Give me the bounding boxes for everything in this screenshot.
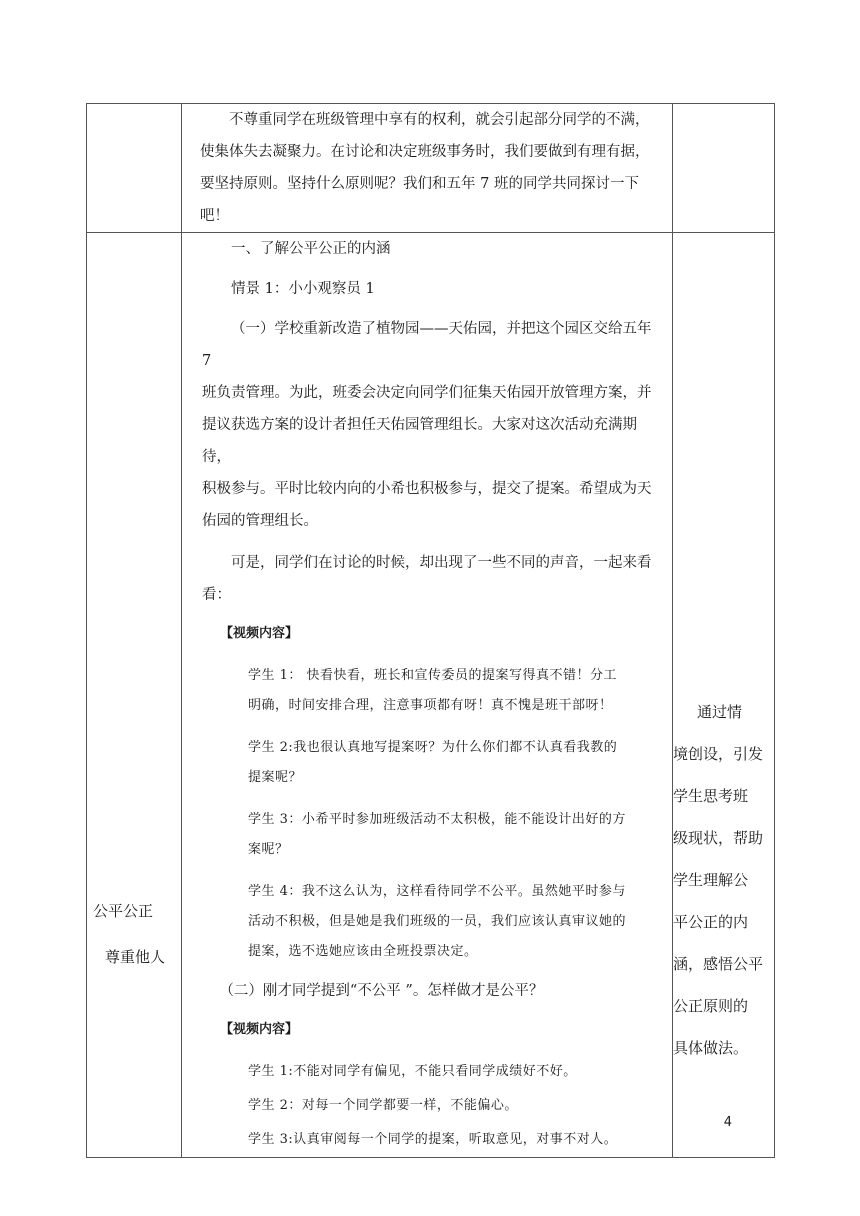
student-line: 学生 1： 快看快看，班长和宣传委员的提案写得真不错！分工 [248,668,618,683]
student-line: 学生 2:我也很认真地写提案呀？为什么你们都不认真看我教的 [248,740,618,755]
goal-line: 境创设，引发 [673,745,764,763]
design-intent [673,691,774,1069]
intro-cell [182,104,673,233]
page-number: 4 [723,1115,732,1130]
goal-line: 公正原则的 [673,997,749,1015]
empty-cell [87,104,182,233]
paragraph-line: 提议获选方案的设计者担任天佑园管理组长。大家对这次活动充满期待， [202,417,637,465]
intro-line: 使集体失去凝聚力。在讨论和决定班级事务时，我们要做到有理有据， [200,144,650,160]
goal-line: 学生思考班 [673,787,749,805]
student-line: 提案，选不选她应该由全班投票决定。 [248,944,478,959]
student-remark [202,733,658,793]
empty-cell [673,104,775,233]
video-label: 【视频内容】 [220,1022,299,1037]
student-list [202,1055,658,1157]
goal-line: 级现状，帮助 [673,829,764,847]
goal-line: 具体做法。 [673,1039,749,1057]
goal-line: 平公正的内 [673,913,749,931]
goal-cell [673,233,775,1158]
student-line: 学生 3：小希平时参加班级活动不太积极，能不能设计出好的方 [248,812,626,827]
topic-line: 公平公正 [93,902,154,920]
question-line: （二）刚才同学提到“不公平 ”。怎样做才是公平？ [219,983,544,999]
section-title: 一、了解公平公正的内涵 [231,241,391,257]
student-line: 活动不积极，但是她是我们班级的一员，我们应该认真审议她的 [248,914,627,929]
paragraph-line: （一）学校重新改造了植物园——天佑园，并把这个园区交给五年 7 [202,321,652,369]
student-line: 学生 4：我不这么认为，这样看待同学不公平。虽然她平时参与 [248,884,626,899]
table-row [87,104,775,233]
paragraph-line: 积极参与。平时比较内向的小希也积极参与，提交了提案。希望成为天 [202,481,652,497]
topic-line: 尊重他人 [105,948,166,966]
student-line: 学生 3:认真审阅每一个同学的提案，听取意见，对事不对人。 [248,1132,618,1147]
student-remark [202,661,658,721]
intro-line: 要坚持原则。坚持什么原则呢？我们和五年 7 班的同学共同探讨一下吧！ [200,176,639,224]
paragraph-line: 可是，同学们在讨论的时候，却出现了一些不同的声音，一起来看 [231,555,652,571]
student-remark [202,805,658,865]
lesson-table [86,103,775,1158]
paragraph-line: 班负责管理。为此，班委会决定向同学们征集天佑园开放管理方案，并 [202,385,652,401]
intro-line: 不尊重同学在班级管理中享有的权利，就会引起部分同学的不满， [229,112,650,128]
student-line: 提案呢？ [248,770,303,785]
paragraph-line: 佑园的管理组长。 [202,513,318,529]
content-cell [182,233,673,1158]
student-line: 学生 2：对每一个同学都要一样，不能偏心。 [248,1098,518,1113]
scene-title: 情景 1：小小观察员 1 [231,281,375,297]
table-row [87,233,775,1158]
topic-cell [87,233,182,1158]
goal-line: 学生理解公 [673,871,749,889]
student-remark [202,877,658,967]
video-label: 【视频内容】 [220,626,299,641]
goal-line: 通过情 [697,703,743,721]
paragraph [202,547,658,611]
student-line: 学生 1:不能对同学有偏见，不能只看同学成绩好不好。 [248,1064,577,1079]
paragraph-line: 看： [202,587,231,603]
paragraph [202,313,658,537]
student-line: 明确，时间安排合理，注意事项都有呀！真不愧是班干部呀！ [248,698,613,713]
student-line: 案呢？ [248,842,289,857]
goal-line: 涵，感悟公平 [673,955,764,973]
